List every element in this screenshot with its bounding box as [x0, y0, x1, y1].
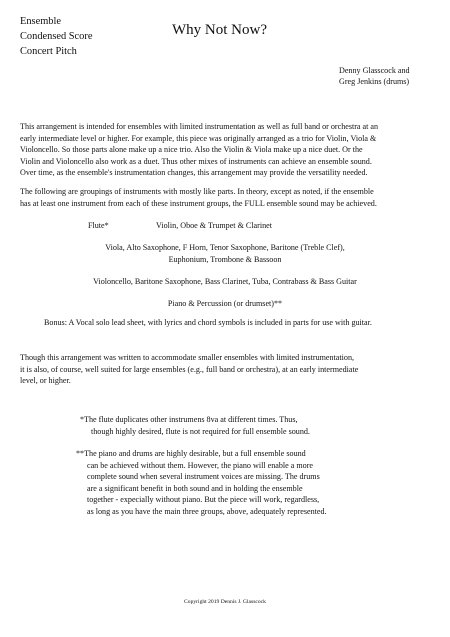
group-cello: Violoncello, Baritone Saxophone, Bass Clarinet, Tuba, Contrabass & Bass Guitar: [93, 277, 357, 286]
page-title: Why Not Now?: [172, 22, 267, 38]
groupings-paragraph: [20, 186, 377, 209]
intro-line: Over time, as the ensemble's instrumentation changes, this arrangement may provide the versatility needed.: [20, 168, 368, 178]
intro-line: Violoncello. So those parts alone make up a nice trio. Also the Violin & Viola make up a nice duet. Or the: [20, 145, 363, 155]
score-type-line: Condensed Score: [20, 31, 93, 42]
footnote-line: together - expecially without piano. But the piece will work, regardless,: [87, 495, 320, 505]
ensemble-line: Ensemble: [20, 16, 61, 27]
footnote-line: complete sound when several instrument voices are missing. The drums: [87, 472, 320, 482]
authors: [339, 65, 410, 87]
group-piano: Piano & Percussion (or drumset)**: [167, 299, 283, 308]
author-line-2: Greg Jenkins (drums): [339, 77, 410, 86]
group-flute: Flute*: [88, 221, 109, 230]
pitch-line: Concert Pitch: [20, 46, 77, 57]
group-viola-line: Euphonium, Trombone & Bassoon: [168, 254, 282, 264]
though-line: Though this arrangement was written to accommodate smaller ensembles with limited instrumentation,: [20, 353, 355, 362]
author-line-1: Denny Glasscock and: [339, 66, 410, 75]
though-line: it is also, of course, well suited for large ensembles (e.g., full band or orchestra), at an early intermediate: [20, 364, 359, 374]
footnote-line: **The piano and drums are highly desirable, but a full ensemble sound: [76, 449, 306, 458]
copyright: Copyright 2019 Dennis J. Glasscock: [184, 599, 266, 605]
intro-paragraph: [20, 121, 378, 179]
footnote-piano-drums: [76, 448, 327, 518]
though-line: level, or higher.: [20, 376, 71, 386]
intro-line: Violin and Violoncello also work as a duet. Thus other mixes of instruments can achieve an ensemble sound.: [20, 156, 372, 166]
footnote-line: as long as you have the main three groups, above, adequately represented.: [87, 506, 327, 516]
footnote-line: are a significant benefit in both sound and in holding the ensemble: [87, 483, 303, 493]
group-violin: Violin, Oboe & Trumpet & Clarinet: [156, 221, 272, 230]
though-paragraph: [20, 352, 358, 387]
bonus-note: Bonus: A Vocal solo lead sheet, with lyrics and chord symbols is included in parts for use with guitar.: [44, 318, 372, 327]
group-viola-line: Viola, Alto Saxophone, F Horn, Tenor Saxophone, Baritone (Treble Clef),: [105, 243, 345, 252]
groupings-line: has at least one instrument from each of these instrument groups, the FULL ensemble sound may be achieved.: [20, 198, 377, 208]
group-viola: [0, 242, 450, 265]
footnote-flute: [80, 414, 310, 437]
footnote-line: *The flute duplicates other instrumens 8va at different times. Thus,: [80, 415, 298, 424]
ensemble-info: [20, 14, 92, 59]
groupings-line: The following are groupings of instruments with mostly like parts. In theory, except as noted, if the ensemble: [20, 187, 374, 196]
footnote-line: though highly desired, flute is not required for full ensemble sound.: [91, 426, 310, 436]
intro-line: This arrangement is intended for ensembles with limited instrumentation as well as full band or orchestra at an: [20, 122, 379, 131]
footnote-line: can be achieved without them. However, the piano will enable a more: [87, 460, 313, 470]
intro-line: early intermediate level or higher. For example, this piece was originally arranged as a trio for Violin, Viola &: [20, 133, 377, 143]
